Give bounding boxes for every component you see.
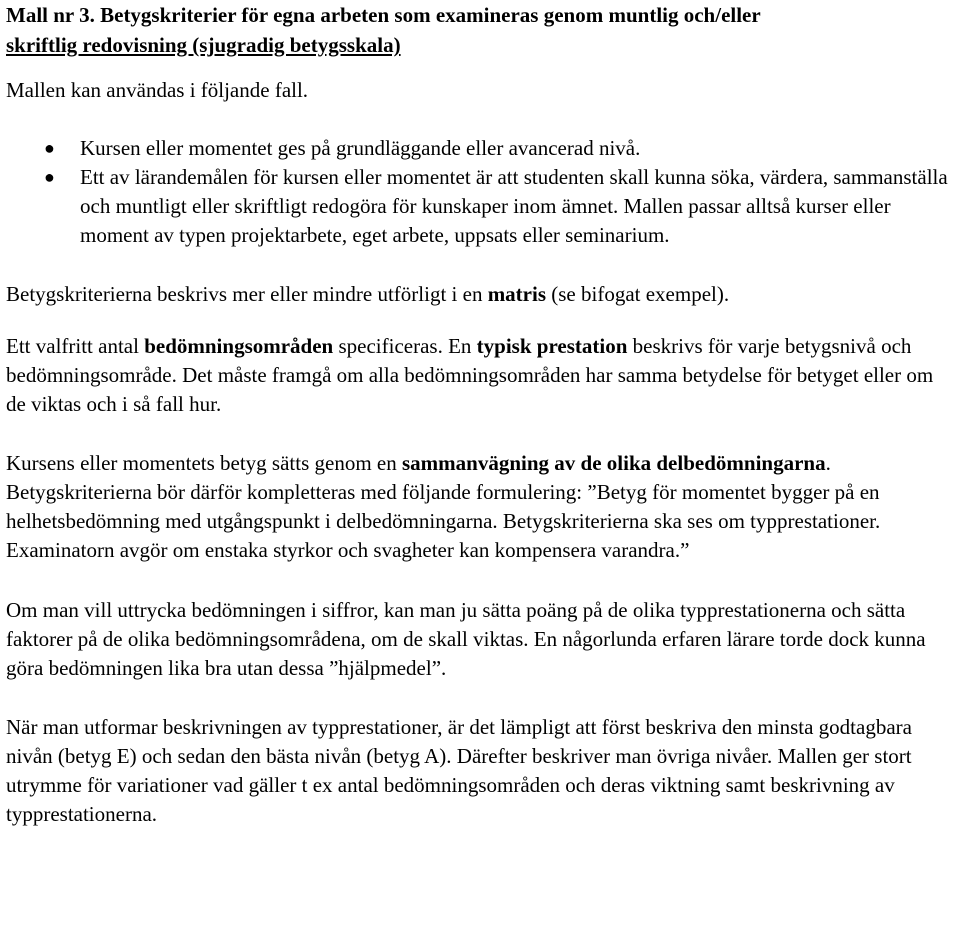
paragraph-siffror: Om man vill uttrycka bedömningen i siffror, kan man ju sätta poäng på de olika typprestationerna och sätta faktorer på de olika bedömningsområdena, om de skall viktas. En någorlunda erfaren lärare torde dock kunna göra bedömningen lika bra utan dessa ”hjälpmedel”. (6, 598, 926, 680)
omraden-text-3: beskrivs för varje betygsnivå och bedömningsområde. Det måste framgå om alla bedömningsområden har samma betydelse för betyget eller om de viktas och i så fall hur. (6, 334, 934, 416)
bullet-item (6, 163, 956, 250)
document-page (6, 0, 956, 829)
bullet-text: Kursen eller momentet ges på grundläggande eller avancerad nivå. (80, 136, 641, 160)
sammanvagning-text-1: Kursens eller momentets betyg sätts genom en (6, 451, 402, 475)
omraden-bold-2: typisk prestation (476, 334, 628, 358)
intro-paragraph: Mallen kan användas i följande fall. (6, 78, 309, 102)
matris-text-after: (se bifogat exempel). (546, 282, 730, 306)
paragraph-utformar: När man utformar beskrivningen av typprestationer, är det lämpligt att först beskriva den minsta godtagbara nivån (betyg E) och sedan den bästa nivån (betyg A). Därefter beskriver man övriga nivåer. Mallen ger stort utrymme för variationer vad gäller t ex antal bedömningsområden och deras viktning samt beskrivning av typprestationerna. (6, 715, 912, 826)
paragraph-omraden (6, 332, 956, 419)
matris-text-before: Betygskriterierna beskrivs mer eller mindre utförligt i en (6, 282, 488, 306)
bullet-icon: ● (44, 167, 55, 187)
omraden-text-2: specificeras. En (333, 334, 477, 358)
paragraph-sammanvagning (6, 449, 956, 565)
sammanvagning-text-2: . Betygskriterierna bör därför kompletteras med följande formulering: ”Betyg för momentet bygger på en helhetsbedömning med utgångspunkt i delbedömningarna. Betygskriterierna ska ses om typprestationer. Examinatorn avgör om enstaka styrkor och svagheter kan kompensera varandra.” (6, 451, 881, 562)
matris-bold: matris (487, 282, 547, 306)
paragraph-matris (6, 280, 956, 309)
omraden-bold-1: bedömningsområden (144, 334, 334, 358)
bullet-item (6, 134, 956, 163)
bullet-list (6, 134, 956, 250)
omraden-text-1: Ett valfritt antal (6, 334, 145, 358)
title-line-1: Mall nr 3. Betygskriterier för egna arbeten som examineras genom muntlig och/eller (6, 3, 761, 27)
bullet-icon: ● (44, 138, 55, 158)
document-title (6, 0, 956, 60)
bullet-text: Ett av lärandemålen för kursen eller momentet är att studenten skall kunna söka, värdera, sammanställa och muntligt eller skriftligt redogöra för kunskaper inom ämnet. Mallen passar alltså kurser eller moment av typen projektarbete, eget arbete, uppsats eller seminarium. (80, 165, 948, 247)
title-line-2: skriftlig redovisning (sjugradig betygsskala) (6, 33, 401, 57)
sammanvagning-bold: sammanvägning av de olika delbedömningarna (402, 451, 826, 475)
